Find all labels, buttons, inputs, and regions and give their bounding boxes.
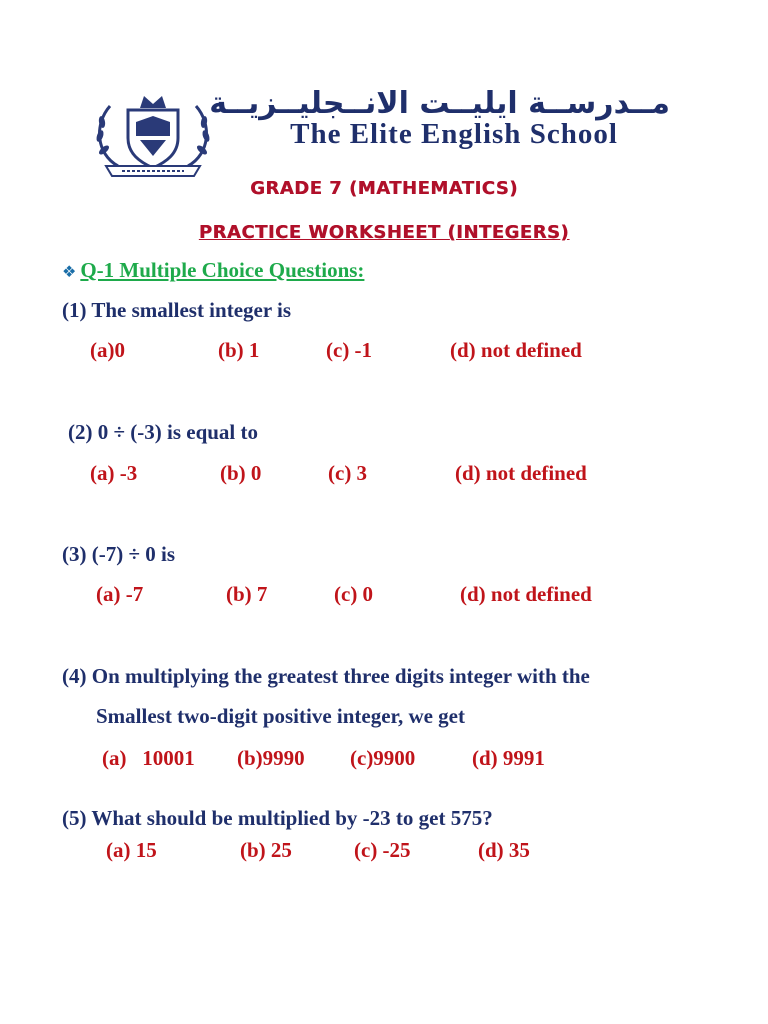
- q2-option-b: (b) 0: [220, 461, 262, 485]
- q5-option-d: (d) 35: [478, 838, 530, 862]
- q5-option-b: (b) 25: [240, 838, 292, 862]
- q4-option-a: (a) 10001: [102, 746, 195, 770]
- q1-option-a: (a)0: [90, 338, 125, 362]
- school-name-arabic: مــدرســة ايليــت الانــجليــزيــة: [209, 86, 670, 121]
- q1-option-d: (d) not defined: [450, 338, 582, 362]
- section-label: Q-1 Multiple Choice Questions:: [80, 258, 365, 282]
- grade-title: GRADE 7 (MATHEMATICS): [250, 178, 518, 199]
- q4-option-c: (c)9900: [350, 746, 416, 770]
- worksheet-title: PRACTICE WORKSHEET (INTEGERS): [198, 222, 570, 243]
- q2-option-a: (a) -3: [90, 461, 138, 485]
- section-heading: [62, 258, 364, 283]
- q4-option-d: (d) 9991: [472, 746, 545, 770]
- q2-option-d: (d) not defined: [455, 461, 587, 485]
- q5-option-c: (c) -25: [354, 838, 411, 862]
- q1-option-b: (b) 1: [218, 338, 260, 362]
- question-1: (1) The smallest integer is: [62, 298, 292, 322]
- question-2: (2) 0 ÷ (-3) is equal to: [68, 420, 259, 444]
- q3-option-c: (c) 0: [334, 582, 374, 606]
- school-name-english: The Elite English School: [290, 118, 618, 150]
- question-4-line-2: Smallest two-digit positive integer, we get: [96, 704, 465, 728]
- q3-option-d: (d) not defined: [460, 582, 592, 606]
- q3-option-a: (a) -7: [96, 582, 144, 606]
- q3-option-b: (b) 7: [226, 582, 268, 606]
- q1-option-c: (c) -1: [326, 338, 373, 362]
- diamond-bullet-icon: ❖: [62, 262, 77, 281]
- question-3: (3) (-7) ÷ 0 is: [62, 542, 175, 566]
- q2-option-c: (c) 3: [328, 461, 368, 485]
- question-4: (4) On multiplying the greatest three digits integer with the: [62, 664, 590, 688]
- school-logo: [88, 88, 218, 180]
- q5-option-a: (a) 15: [106, 838, 157, 862]
- question-5: (5) What should be multiplied by -23 to get 575?: [62, 806, 493, 830]
- q4-option-b: (b)9990: [237, 746, 305, 770]
